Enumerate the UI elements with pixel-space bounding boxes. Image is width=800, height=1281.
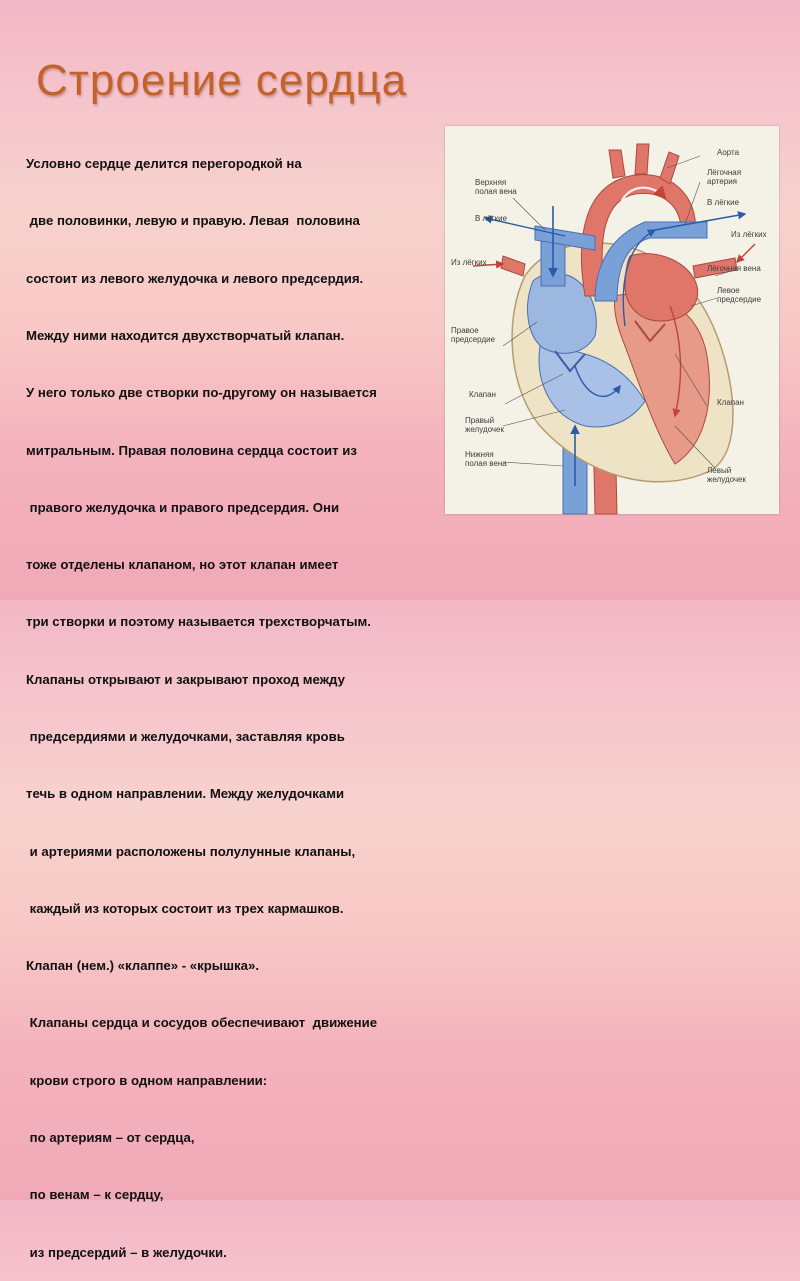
text-line: Условно сердце делится перегородкой на	[26, 156, 302, 172]
text-line: предсердиями и желудочками, заставляя кровь	[26, 729, 345, 744]
text-line: крови строго в одном направлении:	[26, 1072, 268, 1088]
text-line: Клапан (нем.) «клаппе» - «крышка».	[26, 958, 259, 974]
label-right-ventricle: Правый желудочек	[465, 416, 504, 434]
label-superior-vena-cava: Верхняя полая вена	[475, 178, 517, 196]
label-pulmonary-artery: Лёгочная артерия	[707, 168, 742, 186]
label-valve-right: Клапан	[717, 398, 744, 407]
label-to-lungs-left: В лёгкие	[475, 214, 508, 223]
text-line: по венам – к сердцу,	[26, 1187, 164, 1203]
text-line: Клапаны открывают и закрывают проход между	[26, 671, 345, 687]
text-line: тоже отделены клапаном, но этот клапан имеет	[26, 557, 339, 573]
label-left-ventricle: Левый желудочек	[707, 466, 746, 484]
label-valve-left: Клапан	[469, 390, 496, 399]
text-line: по артериям – от сердца,	[26, 1129, 195, 1145]
label-pulmonary-vein: Лёгочная вена	[707, 264, 761, 273]
text-line: три створки и поэтому называется трехстворчатым.	[26, 614, 371, 630]
label-inferior-vena-cava: Нижняя полая вена	[465, 450, 507, 468]
left-atrium	[625, 254, 698, 321]
text-line: состоит из левого желудочка и левого предсердия.	[26, 270, 364, 286]
heart-diagram	[445, 126, 779, 514]
text-line: правого желудочка и правого предсердия. Они	[26, 499, 340, 515]
text-line: митральным. Правая половина сердца состоит из	[26, 442, 357, 458]
label-from-lungs-right: Из лёгких	[731, 230, 767, 239]
label-from-lungs-left: Из лёгких	[451, 258, 487, 267]
text-line: Между ними находится двухстворчатый клапан.	[26, 328, 345, 344]
label-to-lungs-right: В лёгкие	[707, 198, 740, 207]
text-line: и артериями расположены полулунные клапаны,	[26, 843, 356, 859]
label-right-atrium: Правое предсердие	[451, 326, 496, 344]
text-line: У него только две створки по-другому он называется	[26, 385, 377, 401]
text-line: каждый из которых состоит из трех кармашков.	[26, 900, 344, 916]
label-aorta: Аорта	[717, 148, 740, 157]
text-line: Клапаны сердца и сосудов обеспечивают движение	[26, 1015, 378, 1031]
slide-title: Строение сердца	[36, 56, 408, 105]
flow-arrow	[737, 244, 755, 262]
label-left-atrium: Левое предсердие	[717, 286, 762, 304]
text-line: из предсердий – в желудочки.	[26, 1244, 227, 1260]
pulmonary-vein-left	[501, 256, 525, 276]
text-line: две половинки, левую и правую. Левая половина	[26, 213, 360, 229]
body-text	[26, 116, 446, 1281]
text-line: течь в одном направлении. Между желудочками	[26, 786, 345, 802]
